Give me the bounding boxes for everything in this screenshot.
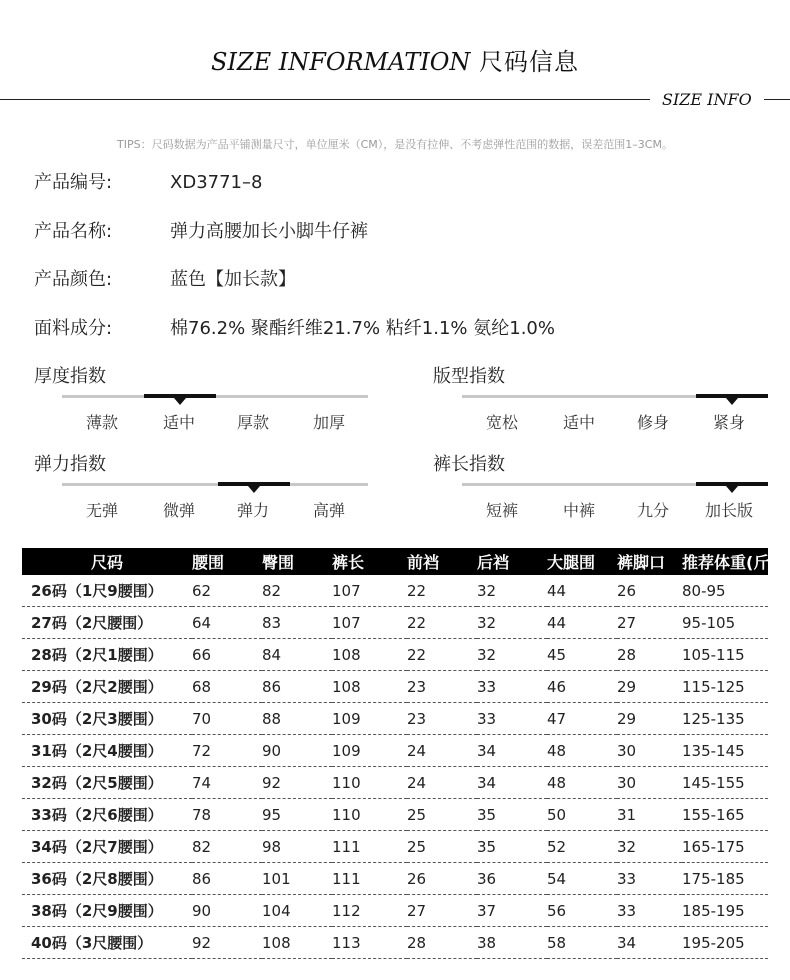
table-row	[22, 863, 768, 895]
cell-leg-opening: 28	[617, 639, 682, 671]
cell-hip: 108	[262, 927, 332, 959]
table-row	[22, 607, 768, 639]
table-row	[22, 799, 768, 831]
cell-size: 26码（1尺9腰围）	[22, 575, 192, 607]
cell-hip: 90	[262, 735, 332, 767]
cell-leg-opening: 34	[617, 927, 682, 959]
header-front-rise: 前裆	[407, 548, 477, 575]
thickness-index-track	[62, 395, 368, 398]
length-index-track	[462, 483, 768, 486]
cell-waist: 90	[192, 895, 262, 927]
product-code-label: 产品编号:	[34, 172, 113, 193]
cell-hip: 83	[262, 607, 332, 639]
cell-waist: 68	[192, 671, 262, 703]
cell-weight: 145-155	[682, 767, 768, 799]
cell-weight: 115-125	[682, 671, 768, 703]
cell-size: 31码（2尺4腰围）	[22, 735, 192, 767]
cell-back-rise: 34	[477, 735, 547, 767]
cell-weight: 80-95	[682, 575, 768, 607]
cell-thigh: 52	[547, 831, 617, 863]
cell-waist: 86	[192, 863, 262, 895]
cell-length: 107	[332, 607, 407, 639]
cell-thigh: 58	[547, 927, 617, 959]
cell-hip: 98	[262, 831, 332, 863]
cell-back-rise: 32	[477, 639, 547, 671]
table-row	[22, 895, 768, 927]
cell-weight: 195-205	[682, 927, 768, 959]
cell-back-rise: 38	[477, 927, 547, 959]
product-code-row	[34, 168, 262, 194]
fit-option: 修身	[636, 413, 669, 432]
cell-back-rise: 32	[477, 575, 547, 607]
header-weight: 推荐体重(斤)	[682, 548, 768, 575]
thickness-index-title: 厚度指数	[34, 366, 106, 387]
cell-hip: 88	[262, 703, 332, 735]
cell-waist: 64	[192, 607, 262, 639]
table-row	[22, 735, 768, 767]
product-color-label: 产品颜色:	[34, 269, 113, 290]
cell-front-rise: 26	[407, 863, 477, 895]
cell-back-rise: 35	[477, 799, 547, 831]
header-length: 裤长	[332, 548, 407, 575]
cell-thigh: 45	[547, 639, 617, 671]
cell-front-rise: 22	[407, 639, 477, 671]
cell-back-rise: 32	[477, 607, 547, 639]
cell-front-rise: 28	[407, 927, 477, 959]
length-index-title: 裤长指数	[433, 454, 505, 475]
header-thigh: 大腿围	[547, 548, 617, 575]
cell-leg-opening: 33	[617, 895, 682, 927]
cell-size: 36码（2尺8腰围）	[22, 863, 192, 895]
cell-hip: 95	[262, 799, 332, 831]
cell-weight: 185-195	[682, 895, 768, 927]
cell-length: 111	[332, 863, 407, 895]
fit-option: 宽松	[485, 413, 518, 432]
table-row	[22, 703, 768, 735]
cell-thigh: 48	[547, 767, 617, 799]
cell-size: 28码（2尺1腰围）	[22, 639, 192, 671]
cell-size: 38码（2尺9腰围）	[22, 895, 192, 927]
cell-back-rise: 33	[477, 703, 547, 735]
cell-waist: 82	[192, 831, 262, 863]
cell-front-rise: 25	[407, 799, 477, 831]
cell-front-rise: 22	[407, 575, 477, 607]
cell-waist: 78	[192, 799, 262, 831]
cell-thigh: 54	[547, 863, 617, 895]
title-en: SIZE INFORMATION	[210, 48, 471, 76]
table-row	[22, 639, 768, 671]
cell-length: 110	[332, 767, 407, 799]
length-option: 九分	[636, 501, 669, 520]
product-color-row	[34, 265, 296, 291]
cell-weight: 105-115	[682, 639, 768, 671]
cell-length: 111	[332, 831, 407, 863]
cell-weight: 155-165	[682, 799, 768, 831]
title-divider	[0, 99, 650, 100]
cell-length: 109	[332, 735, 407, 767]
tips-text: TIPS：尺码数据为产品平铺测量尺寸，单位厘米（CM），是没有拉伸、不考虑弹性范围的数据，误差范围1–3CM。	[117, 138, 673, 151]
cell-leg-opening: 33	[617, 863, 682, 895]
fabric-label: 面料成分:	[34, 318, 113, 339]
cell-hip: 92	[262, 767, 332, 799]
fabric-value: 棉76.2% 聚酯纤维21.7% 粘纤1.1% 氨纶1.0%	[170, 318, 555, 339]
cell-hip: 101	[262, 863, 332, 895]
length-option: 中裤	[562, 501, 595, 520]
product-name-row	[34, 217, 368, 243]
cell-waist: 66	[192, 639, 262, 671]
header-waist: 腰围	[192, 548, 262, 575]
cell-thigh: 50	[547, 799, 617, 831]
cell-waist: 92	[192, 927, 262, 959]
table-row	[22, 831, 768, 863]
page-title	[0, 42, 790, 77]
cell-leg-opening: 30	[617, 735, 682, 767]
cell-thigh: 44	[547, 575, 617, 607]
cell-back-rise: 37	[477, 895, 547, 927]
cell-thigh: 46	[547, 671, 617, 703]
header-hip: 臀围	[262, 548, 332, 575]
table-row	[22, 575, 768, 607]
cell-length: 110	[332, 799, 407, 831]
header-leg-opening: 裤脚口	[617, 548, 682, 575]
cell-leg-opening: 32	[617, 831, 682, 863]
header-back-rise: 后裆	[477, 548, 547, 575]
cell-front-rise: 27	[407, 895, 477, 927]
size-table-body	[22, 575, 768, 959]
fit-option: 紧身	[712, 413, 745, 432]
cell-front-rise: 25	[407, 831, 477, 863]
fabric-row	[34, 314, 555, 340]
elasticity-index-track	[62, 483, 368, 486]
thickness-option: 适中	[162, 413, 195, 432]
cell-front-rise: 23	[407, 703, 477, 735]
cell-waist: 72	[192, 735, 262, 767]
subtitle-en: SIZE INFO	[662, 90, 752, 109]
cell-weight: 165-175	[682, 831, 768, 863]
cell-weight: 95-105	[682, 607, 768, 639]
product-color-value: 蓝色【加长款】	[170, 269, 296, 290]
table-row	[22, 671, 768, 703]
cell-hip: 82	[262, 575, 332, 607]
cell-weight: 125-135	[682, 703, 768, 735]
cell-length: 109	[332, 703, 407, 735]
cell-front-rise: 23	[407, 671, 477, 703]
cell-length: 108	[332, 639, 407, 671]
elasticity-option: 微弹	[162, 501, 195, 520]
cell-thigh: 56	[547, 895, 617, 927]
cell-back-rise: 34	[477, 767, 547, 799]
cell-hip: 84	[262, 639, 332, 671]
cell-waist: 62	[192, 575, 262, 607]
cell-leg-opening: 30	[617, 767, 682, 799]
title-cn: 尺码信息	[479, 48, 580, 76]
cell-length: 107	[332, 575, 407, 607]
cell-size: 27码（2尺腰围）	[22, 607, 192, 639]
cell-length: 113	[332, 927, 407, 959]
cell-leg-opening: 29	[617, 703, 682, 735]
cell-size: 32码（2尺5腰围）	[22, 767, 192, 799]
cell-front-rise: 24	[407, 735, 477, 767]
elasticity-option: 无弹	[85, 501, 118, 520]
cell-back-rise: 35	[477, 831, 547, 863]
length-option: 加长版	[704, 501, 753, 520]
fit-option: 适中	[562, 413, 595, 432]
cell-front-rise: 24	[407, 767, 477, 799]
cell-leg-opening: 27	[617, 607, 682, 639]
title-divider-end	[764, 99, 790, 100]
cell-size: 30码（2尺3腰围）	[22, 703, 192, 735]
length-option: 短裤	[485, 501, 518, 520]
cell-weight: 175-185	[682, 863, 768, 895]
elasticity-index-title: 弹力指数	[34, 454, 106, 475]
thickness-option: 薄款	[85, 413, 118, 432]
header-size: 尺码	[22, 548, 192, 575]
cell-leg-opening: 26	[617, 575, 682, 607]
cell-length: 108	[332, 671, 407, 703]
cell-front-rise: 22	[407, 607, 477, 639]
fit-index-title: 版型指数	[433, 366, 505, 387]
product-code-value: XD3771–8	[170, 172, 263, 193]
cell-leg-opening: 31	[617, 799, 682, 831]
cell-back-rise: 36	[477, 863, 547, 895]
length-indicator-icon	[726, 486, 738, 493]
cell-hip: 86	[262, 671, 332, 703]
elasticity-indicator-icon	[248, 486, 260, 493]
thickness-indicator-icon	[174, 398, 186, 405]
size-table	[22, 548, 777, 959]
cell-thigh: 48	[547, 735, 617, 767]
cell-weight: 135-145	[682, 735, 768, 767]
cell-size: 33码（2尺6腰围）	[22, 799, 192, 831]
elasticity-option: 高弹	[312, 501, 345, 520]
cell-size: 29码（2尺2腰围）	[22, 671, 192, 703]
cell-leg-opening: 29	[617, 671, 682, 703]
cell-thigh: 47	[547, 703, 617, 735]
cell-size: 34码（2尺7腰围）	[22, 831, 192, 863]
cell-waist: 74	[192, 767, 262, 799]
fit-index-track	[462, 395, 768, 398]
table-header-row	[22, 548, 768, 575]
product-name-label: 产品名称:	[34, 221, 113, 242]
cell-length: 112	[332, 895, 407, 927]
cell-thigh: 44	[547, 607, 617, 639]
fit-indicator-icon	[726, 398, 738, 405]
cell-back-rise: 33	[477, 671, 547, 703]
product-name-value: 弹力高腰加长小脚牛仔裤	[170, 221, 368, 242]
table-row	[22, 927, 768, 959]
table-row	[22, 767, 768, 799]
elasticity-option: 弹力	[236, 501, 269, 520]
cell-hip: 104	[262, 895, 332, 927]
thickness-option: 加厚	[312, 413, 345, 432]
thickness-option: 厚款	[236, 413, 269, 432]
cell-waist: 70	[192, 703, 262, 735]
cell-size: 40码（3尺腰围）	[22, 927, 192, 959]
